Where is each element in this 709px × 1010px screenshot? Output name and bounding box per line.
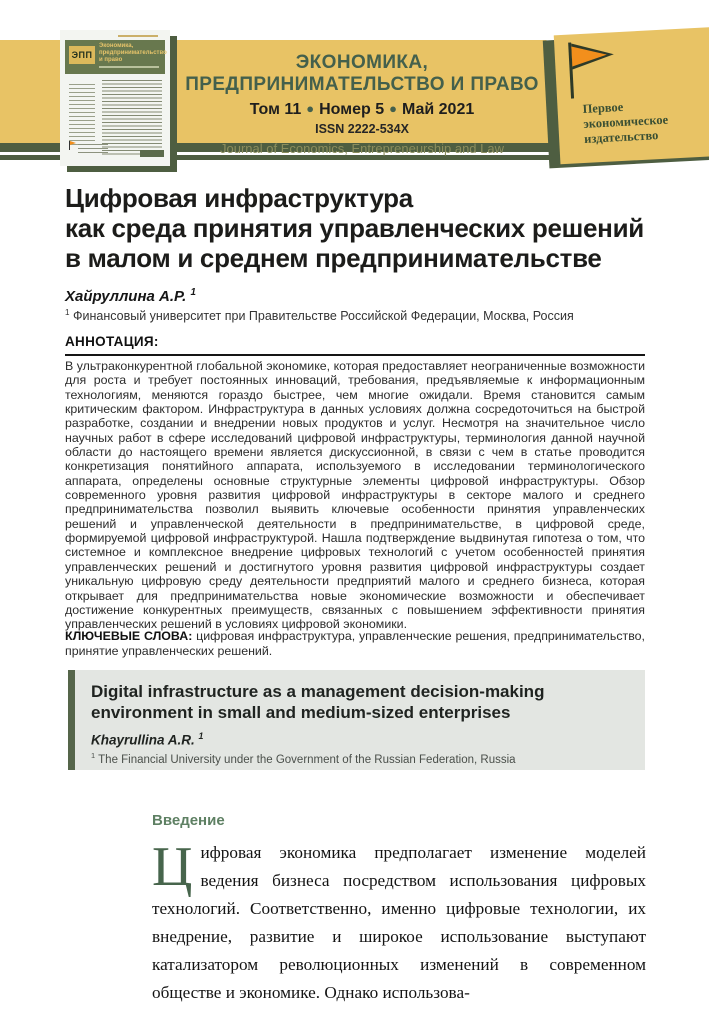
- cover-subtitle-line: [99, 66, 159, 68]
- cover-journal-title: Экономика, предпринимательство и право: [99, 43, 167, 63]
- introduction-heading: Введение: [152, 812, 225, 829]
- abstract-heading: АННОТАЦИЯ:: [65, 334, 645, 356]
- affiliation-text: Финансовый университет при Правительстве Российской Федерации, Москва, Россия: [69, 309, 574, 324]
- english-title-block: [68, 670, 645, 770]
- journal-title-ru-line2: ПРЕДПРИНИМАТЕЛЬСТВО И ПРАВО: [185, 74, 539, 95]
- journal-logo: ЭПП: [69, 46, 95, 64]
- keywords-label: КЛЮЧЕВЫЕ СЛОВА:: [65, 629, 193, 643]
- bullet-icon: ●: [306, 101, 315, 116]
- keywords-text: цифровая инфраструктура, управленческие решения, предпринимательство, принятие управленческих решений.: [65, 629, 645, 658]
- issn-label: ISSN 2222-534X: [315, 122, 409, 136]
- journal-cover-thumbnail: [60, 30, 170, 166]
- author-name-en-text: Khayrullina A.R.: [91, 732, 195, 748]
- author-footnote-mark-en: 1: [198, 731, 204, 741]
- issue-date-label: Май 2021: [401, 101, 475, 118]
- drop-cap: Ц: [152, 836, 193, 898]
- author-affiliation: [65, 308, 574, 323]
- article-title-en-line: environment in small and medium-sized enterprises: [91, 703, 511, 722]
- issue-number-label: Номер 5: [319, 101, 385, 118]
- flag-icon: [571, 45, 607, 67]
- introduction-paragraph-text: ифровая экономика предполагает изменение моделей ведения бизнеса посредством использования цифровых технологий. Соответственно, именно цифровые технологии, их внедрение, развитие и широкое использование выступают катализатором революционных изменений в современном обществе и экономике. Однако использова-: [152, 843, 646, 1002]
- cover-publisher-lines: [78, 144, 108, 156]
- author-footnote-mark: 1: [190, 287, 196, 298]
- author-name-text: Хайруллина А.Р.: [65, 288, 187, 305]
- keywords-block: [65, 629, 645, 659]
- cover-contents-lines: [102, 80, 162, 156]
- introduction-paragraph: [152, 836, 646, 1007]
- author-name: [65, 287, 196, 305]
- bullet-icon: ●: [389, 101, 397, 116]
- publisher-name-line: экономическое: [583, 112, 669, 131]
- volume-label: Том 11: [249, 101, 302, 118]
- author-affiliation-en: [91, 751, 631, 766]
- affiliation-footnote-mark-en: 1: [91, 750, 96, 760]
- journal-masthead: [178, 52, 546, 156]
- article-title-line: в малом и среднем предпринимательстве: [65, 243, 602, 273]
- publisher-name-line: Первое: [582, 99, 624, 116]
- article-title: [65, 183, 655, 273]
- cover-top-text-line: [118, 35, 158, 37]
- affiliation-footnote-mark: 1: [65, 308, 70, 317]
- article-title-line: как среда принятия управленческих решений: [65, 213, 644, 243]
- abstract-text: В ультраконкурентной глобальной экономике, которая предоставляет неограниченные возможности для роста и требует постоянных инноваций, требования, предъявляемые к информационным технологиям, меняются гораздо быстрее, чем многие ожидали. Время становится самым критическим фактором. Инфраструктура в данных условиях должна сосредоточиться на быстрой разработке, создании и внедрении новых продуктов и услуг. Несмотря на значительное число научных работ в сфере исследований цифровой инфраструктуры, терминология данной научной области до настоящего времени является дискуссионной, в связи с чем в статье проводится конкретизация понятийного аппарата, используемого в исследовании терминологического аппарата, определены основные структурные элементы цифровой инфраструктуры. Обзор современного уровня развития цифровой инфраструктуры в секторе малого и среднего предпринимательства позволил выявить ключевые особенности принятия управленческих решений и управленческой деятельности в предпринимательстве, в цифровой среде, формируемой цифровой инфраструктурой. Нашла подтверждение выдвинутая гипотеза о том, что системное и комплексное внедрение цифровых технологий с учетом особенностей принятия управленческих решений и достигнутого уровня развития цифровой инфраструктуры создает уникальную цифровую среду деятельности предприятий малого и среднего бизнеса, которая открывает для предпринимательства новые экономические возможности и обеспечивает достижение конкурентных преимуществ, связанных с повышением эффективности принятия управленческих решений в условиях цифровой экономики.: [65, 359, 645, 632]
- article-title-line: Цифровая инфраструктура: [65, 183, 413, 213]
- affiliation-en-text: The Financial University under the Government of the Russian Federation, Russia: [95, 753, 516, 766]
- article-title-en-line: Digital infrastructure as a management decision-making: [91, 682, 545, 701]
- journal-title-ru-line1: ЭКОНОМИКА,: [295, 52, 429, 73]
- article-title-en: [91, 681, 631, 723]
- author-name-en: [91, 731, 631, 748]
- cover-text-lines-left: [69, 84, 95, 146]
- cover-badge: [140, 150, 164, 157]
- issue-info: [178, 101, 546, 119]
- publisher-panel: [554, 27, 709, 164]
- cover-header-band: [65, 40, 165, 74]
- publisher-name-line: издательство: [583, 128, 659, 146]
- publisher-name: [582, 98, 669, 147]
- cover-flag-icon: [70, 141, 76, 145]
- journal-title-en: Journal of Economics, Entrepreneurship and Law: [220, 141, 504, 156]
